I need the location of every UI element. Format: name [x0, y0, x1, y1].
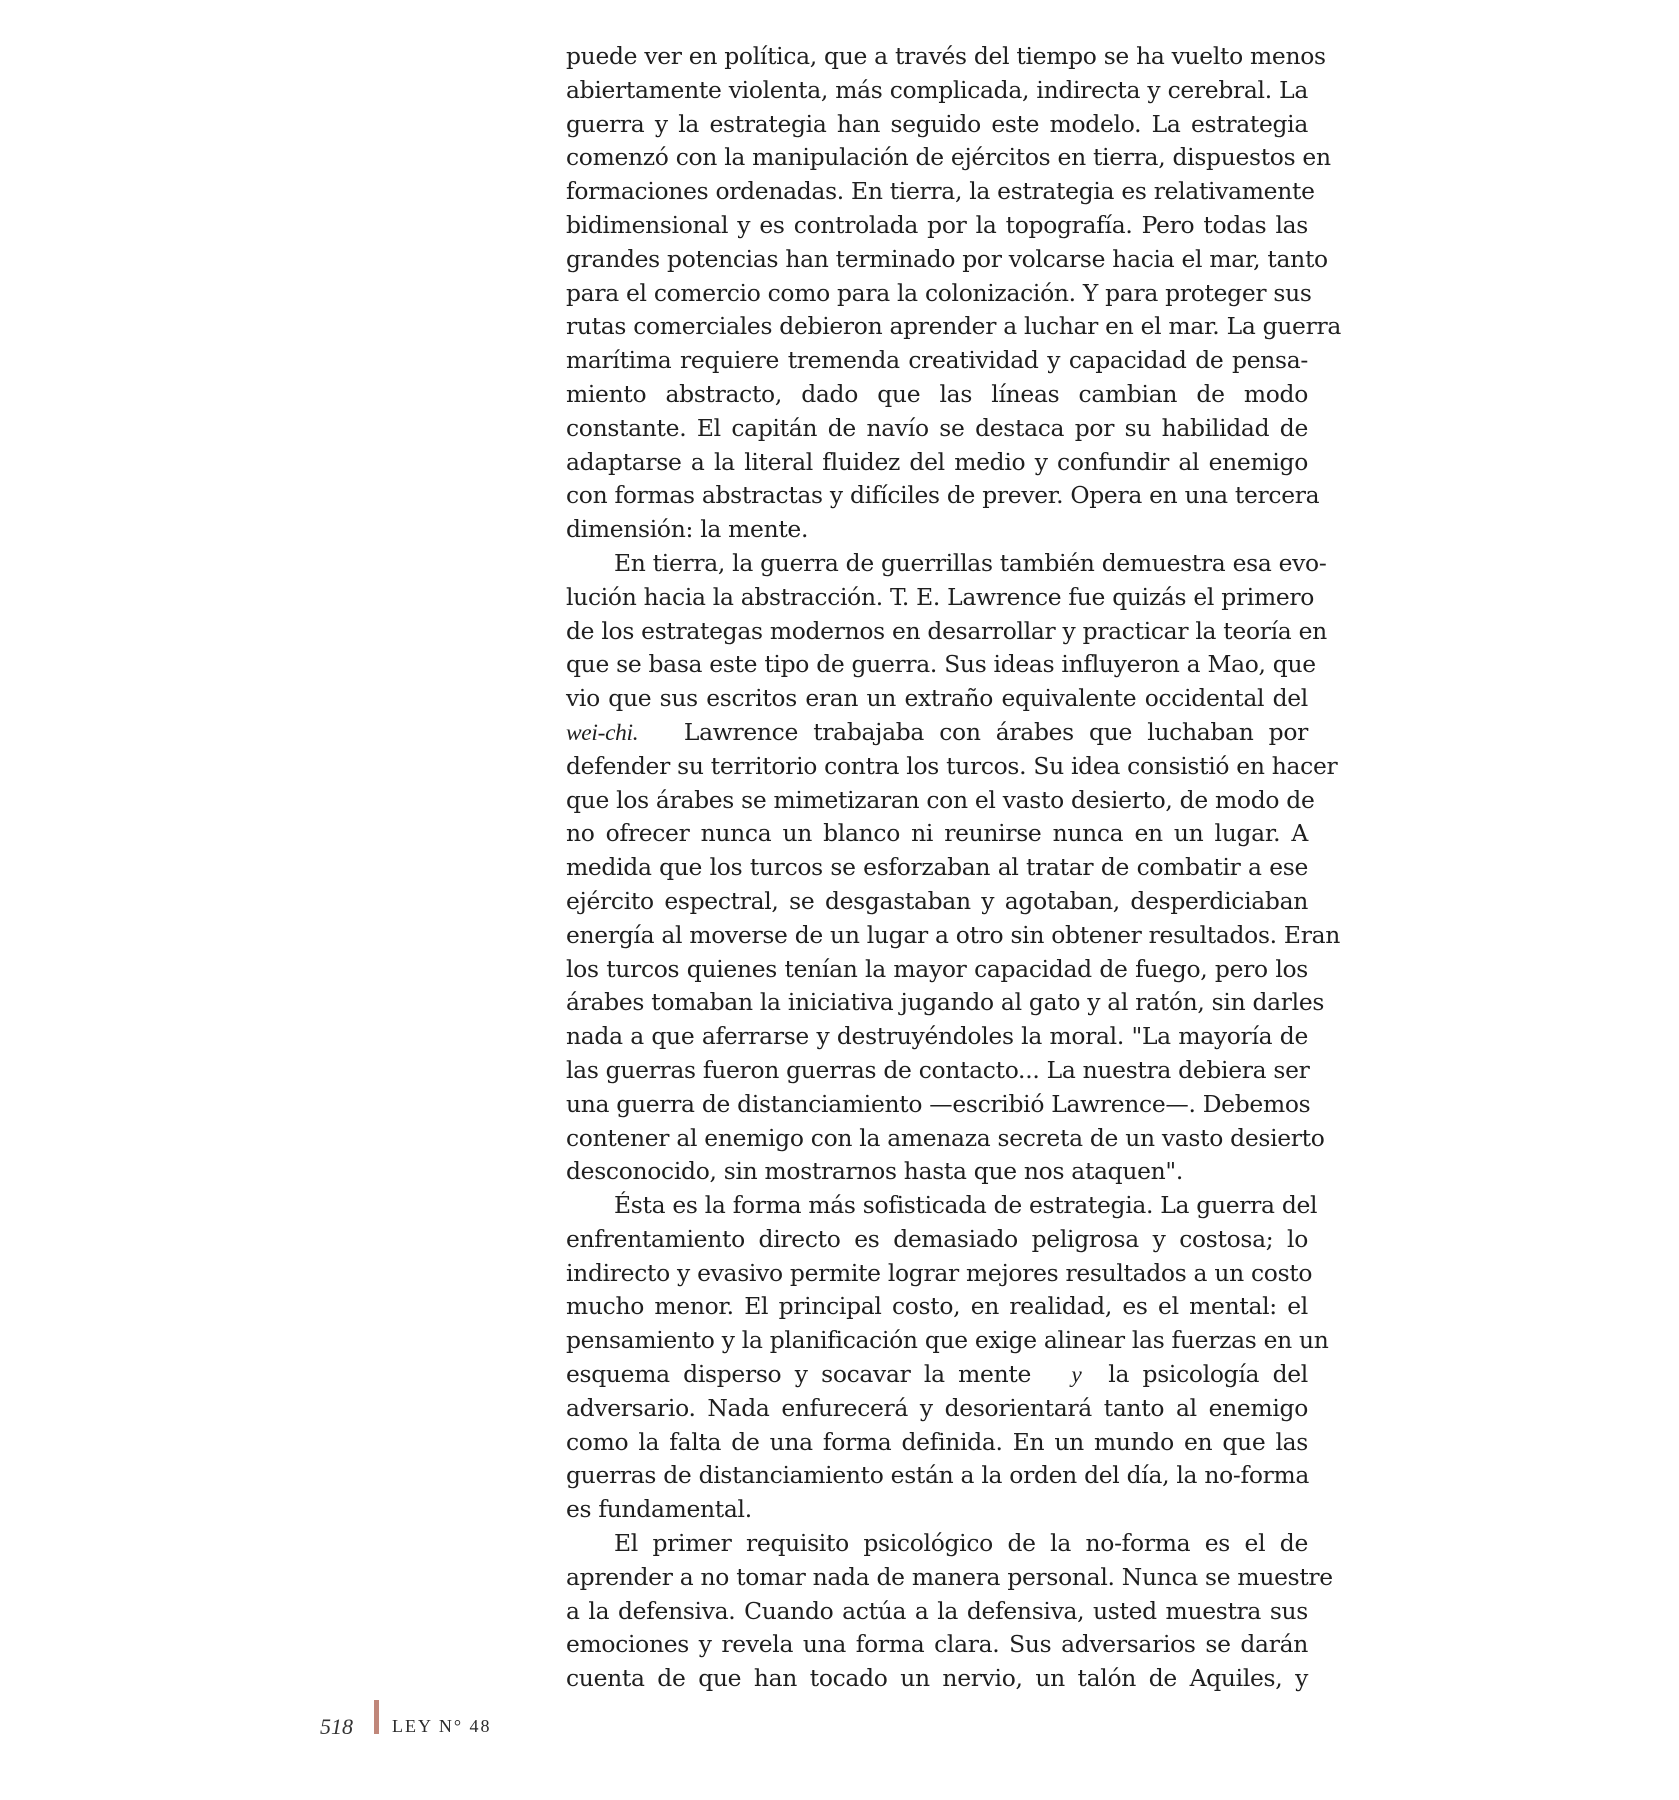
text-line: bidimensional y es controlada por la topografía. Pero todas las — [566, 210, 1308, 239]
text-line: aprender a no tomar nada de manera personal. Nunca se muestre — [566, 1562, 1333, 1591]
text-line-with-italic — [566, 1358, 1308, 1392]
text-line: El primer requisito psicológico de la no-forma es el de — [614, 1529, 1308, 1558]
text-line: no ofrecer nunca un blanco ni reunirse nunca en un lugar. A — [566, 819, 1308, 848]
text-line: de los estrategas modernos en desarrollar y practicar la teoría en — [566, 616, 1327, 645]
text-line: ejército espectral, se desgastaban y agotaban, desperdiciaban — [566, 886, 1308, 915]
body-text — [566, 40, 1341, 1696]
text-line: adaptarse a la literal fluidez del medio y confundir al enemigo — [566, 447, 1308, 476]
text-line: comenzó con la manipulación de ejércitos en tierra, dispuestos en — [566, 143, 1331, 172]
italic-term: y — [1071, 1362, 1082, 1389]
page-footer — [0, 1700, 1679, 1750]
text-fragment: Lawrence trabajaba con árabes que luchaban por — [683, 717, 1308, 746]
text-line: pensamiento y la planificación que exige alinear las fuerzas en un — [566, 1326, 1329, 1355]
text-line: que se basa este tipo de guerra. Sus ideas influyeron a Mao, que — [566, 650, 1316, 679]
text-line: indirecto y evasivo permite lograr mejores resultados a un costo — [566, 1258, 1313, 1287]
text-line: contener al enemigo con la amenaza secreta de un vasto desierto — [566, 1123, 1325, 1152]
text-line: guerra y la estrategia han seguido este modelo. La estrategia — [566, 109, 1308, 138]
text-line: vio que sus escritos eran un extraño equivalente occidental del — [566, 684, 1308, 713]
text-fragment: la psicología del — [1108, 1360, 1308, 1389]
text-line: enfrentamiento directo es demasiado peligrosa y costosa; lo — [566, 1224, 1308, 1253]
text-line: mucho menor. El principal costo, en realidad, es el mental: el — [566, 1292, 1308, 1321]
text-line: cuenta de que han tocado un nervio, un talón de Aquiles, y — [566, 1664, 1308, 1693]
text-fragment: esquema disperso y socavar la mente — [566, 1360, 1032, 1389]
text-line: dimensión: la mente. — [566, 515, 809, 544]
running-head: LEY N° 48 — [392, 1716, 492, 1736]
text-line: una guerra de distanciamiento —escribió Lawrence—. Debemos — [566, 1089, 1311, 1118]
text-line: miento abstracto, dado que las líneas cambian de modo — [566, 379, 1308, 408]
text-line: medida que los turcos se esforzaban al tratar de combatir a ese — [566, 853, 1308, 882]
text-line: rutas comerciales debieron aprender a luchar en el mar. La guerra — [566, 312, 1341, 341]
text-line: energía al moverse de un lugar a otro sin obtener resultados. Eran — [566, 920, 1340, 949]
footer-rule — [374, 1700, 379, 1734]
text-line: emociones y revela una forma clara. Sus adversarios se darán — [566, 1630, 1308, 1659]
text-line: puede ver en política, que a través del tiempo se ha vuelto menos — [566, 42, 1326, 70]
text-line: es fundamental. — [566, 1495, 752, 1524]
text-line: Ésta es la forma más sofisticada de estrategia. La guerra del — [614, 1191, 1318, 1220]
text-line: grandes potencias han terminado por volcarse hacia el mar, tanto — [566, 244, 1328, 273]
text-line: los turcos quienes tenían la mayor capacidad de fuego, pero los — [566, 954, 1308, 983]
text-line-with-italic — [566, 716, 1308, 750]
text-line: como la falta de una forma definida. En un mundo en que las — [566, 1427, 1308, 1456]
text-line: que los árabes se mimetizaran con el vasto desierto, de modo de — [566, 785, 1315, 814]
text-line: marítima requiere tremenda creatividad y capacidad de pensa- — [566, 346, 1308, 375]
text-line: las guerras fueron guerras de contacto... La nuestra debiera ser — [566, 1055, 1310, 1084]
italic-term: wei-chi. — [566, 719, 639, 746]
text-line: constante. El capitán de navío se destaca por su habilidad de — [566, 413, 1308, 442]
text-line: formaciones ordenadas. En tierra, la estrategia es relativamente — [566, 177, 1315, 206]
text-line: para el comercio como para la colonización. Y para proteger sus — [566, 278, 1312, 307]
text-line: defender su territorio contra los turcos. Su idea consistió en hacer — [566, 751, 1338, 780]
text-line: con formas abstractas y difíciles de prever. Opera en una tercera — [566, 481, 1320, 510]
text-line: guerras de distanciamiento están a la orden del día, la no-forma — [566, 1461, 1310, 1490]
text-line: En tierra, la guerra de guerrillas también demuestra esa evo- — [614, 548, 1327, 577]
text-line: abiertamente violenta, más complicada, indirecta y cerebral. La — [566, 75, 1308, 104]
text-line: árabes tomaban la iniciativa jugando al gato y al ratón, sin darles — [566, 988, 1325, 1017]
text-line: desconocido, sin mostrarnos hasta que nos ataquen". — [566, 1157, 1184, 1186]
text-line: nada a que aferrarse y destruyéndoles la moral. "La mayoría de — [566, 1022, 1308, 1051]
text-line: adversario. Nada enfurecerá y desorientará tanto al enemigo — [566, 1393, 1308, 1422]
text-line: lución hacia la abstracción. T. E. Lawrence fue quizás el primero — [566, 582, 1315, 611]
page-number: 518 — [320, 1714, 353, 1739]
text-line: a la defensiva. Cuando actúa a la defensiva, usted muestra sus — [566, 1596, 1308, 1625]
